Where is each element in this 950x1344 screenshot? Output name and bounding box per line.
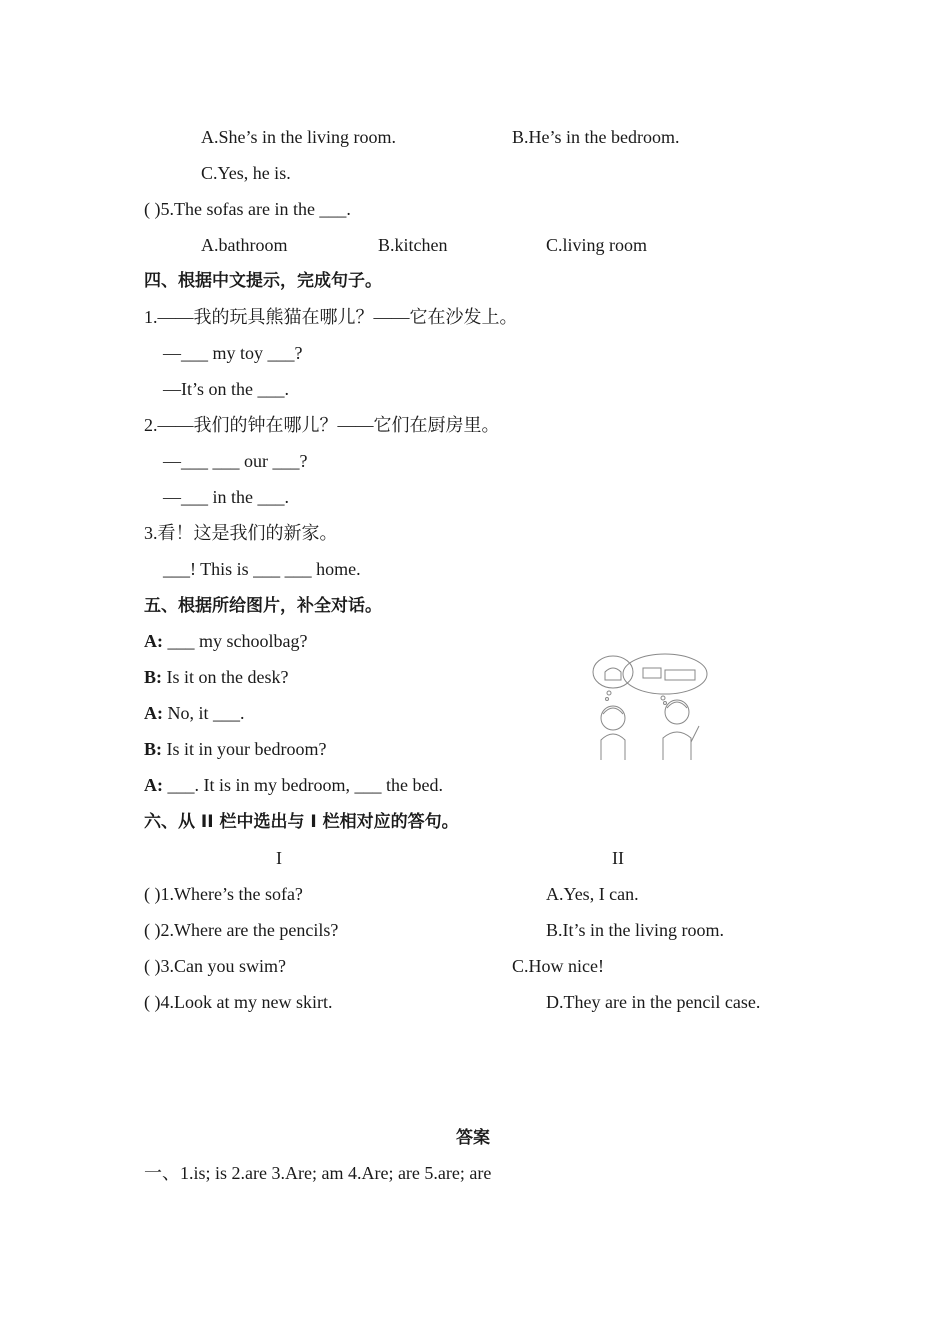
section5-title: 五、根据所给图片，补全对话。	[144, 596, 382, 616]
s4-q2-line2: —___ in the ___.	[163, 487, 289, 507]
section6-title: 六、从 II 栏中选出与 I 栏相对应的答句。	[144, 812, 459, 832]
column-header-ii: II	[612, 848, 624, 868]
q5-option-c: C.living room	[546, 235, 648, 255]
s4-q1: 1.——我的玩具熊猫在哪儿？——它在沙发上。	[144, 307, 518, 327]
q4-option-b: B.He’s in the bedroom.	[512, 127, 680, 147]
match-left-item: ( )2.Where are the pencils?	[144, 920, 339, 940]
q5-option-a: A.bathroom	[201, 235, 288, 255]
answers-line: 一、1.is; is 2.are 3.Are; am 4.Are; are 5.are; are	[144, 1163, 492, 1183]
column-header-i: I	[276, 848, 282, 868]
dialog-line: B: Is it in your bedroom?	[144, 739, 327, 759]
s4-q2-line1: —___ ___ our ___?	[163, 451, 308, 471]
dialog-line: A: ___ my schoolbag?	[144, 631, 308, 651]
q4-option-c: C.Yes, he is.	[201, 163, 291, 183]
s4-q1-line2: —It’s on the ___.	[163, 379, 289, 399]
match-left-item: ( )3.Can you swim?	[144, 956, 286, 976]
s4-q1-line1: —___ my toy ___?	[163, 343, 303, 363]
section4-title: 四、根据中文提示，完成句子。	[144, 271, 382, 291]
match-right-item: C.How nice!	[512, 956, 604, 976]
s4-q3: 3.看！这是我们的新家。	[144, 523, 338, 543]
answers-title: 答案	[456, 1128, 490, 1148]
dialog-line: A: ___. It is in my bedroom, ___ the bed.	[144, 775, 443, 795]
match-left-item: ( )4.Look at my new skirt.	[144, 992, 333, 1012]
match-right-item: A.Yes, I can.	[546, 884, 639, 904]
q5-stem: ( )5.The sofas are in the ___.	[144, 199, 351, 219]
match-right-item: B.It’s in the living room.	[546, 920, 724, 940]
s4-q3-line1: ___! This is ___ ___ home.	[163, 559, 361, 579]
dialog-line: A: No, it ___.	[144, 703, 245, 723]
q4-option-a: A.She’s in the living room.	[201, 127, 396, 147]
q5-option-b: B.kitchen	[378, 235, 448, 255]
boys-thinking-illustration	[585, 650, 715, 760]
s4-q2: 2.——我们的钟在哪儿？——它们在厨房里。	[144, 415, 500, 435]
match-left-item: ( )1.Where’s the sofa?	[144, 884, 303, 904]
dialog-line: B: Is it on the desk?	[144, 667, 289, 687]
match-right-item: D.They are in the pencil case.	[546, 992, 761, 1012]
